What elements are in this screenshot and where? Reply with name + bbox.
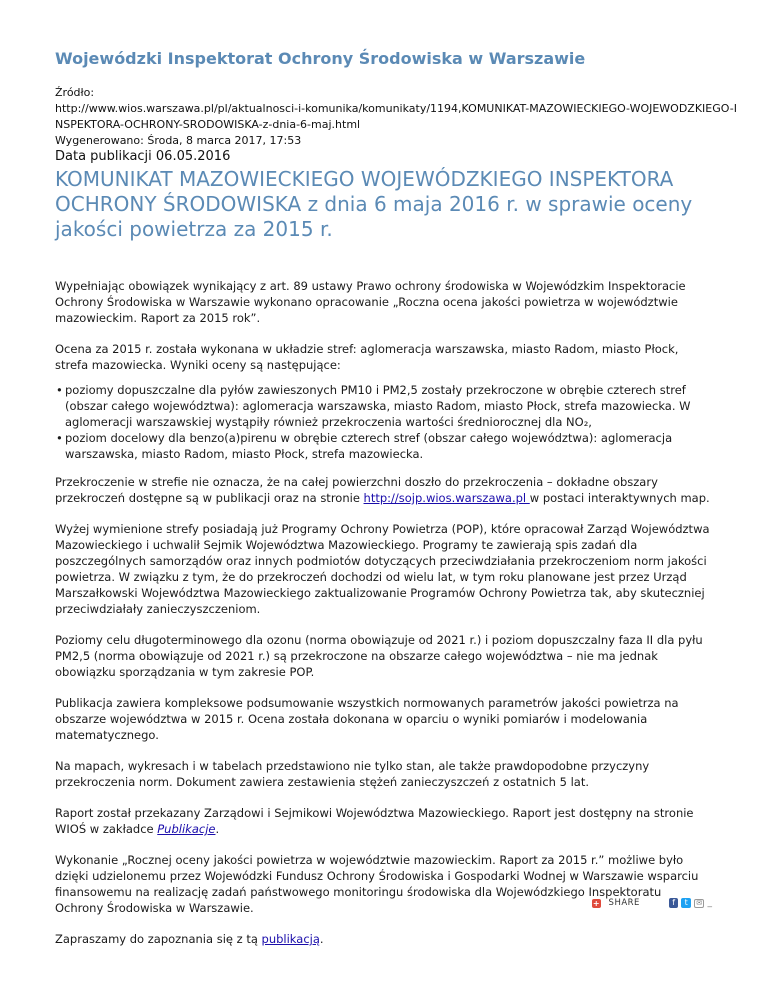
twitter-icon[interactable]: t: [681, 898, 691, 908]
publication-link[interactable]: publikacją: [261, 932, 320, 946]
publication-date: Data publikacji 06.05.2016: [55, 149, 231, 164]
source-meta: [55, 85, 737, 149]
paragraph-10-text-b: .: [319, 932, 324, 946]
results-list: [55, 382, 713, 462]
facebook-icon[interactable]: f: [669, 898, 679, 908]
paragraph-3-text-b: w postaci interaktywnych map.: [529, 491, 710, 505]
paragraph-8: [55, 805, 713, 837]
page-title: KOMUNIKAT MAZOWIECKIEGO WOJEWÓDZKIEGO INSPEKTORA OCHRONY ŚRODOWISKA z dnia 6 maja 2016 r. w sprawie oceny jakości powietrza za 2015 r.: [55, 167, 693, 241]
mail-icon[interactable]: ✉: [694, 899, 705, 908]
paragraph-4: Wyżej wymienione strefy posiadają już Programy Ochrony Powietrza (POP), które opracował Zarząd Województwa Mazowieckiego i uchwalił Sejmik Województwa Mazowieckiego. Programy te zawierają spis zadań dla poszczególnych samorządów oraz innych podmiotów dotyczących przeciwdziałania przekroczeniom norm jakości powietrza. W związku z tym, że do przekroczeń dochodzi od wielu lat, w tym roku planowane jest przez Urząd Marszałkowski Województwa Mazowieckiego zaktualizowanie Programów Ochrony Powietrza tak, aby skuteczniej przeciwdziałały zanieczyszczeniom.: [55, 522, 710, 616]
share-plus-icon[interactable]: +: [592, 898, 600, 908]
paragraph-6: Publikacja zawiera kompleksowe podsumowanie wszystkich normowanych parametrów jakości powietrza na obszarze województwa w 2015 r. Ocena została dokonana w oparciu o wyniki pomiarów i modelowania matematycznego.: [55, 696, 679, 742]
article-body: [55, 278, 713, 947]
more-share-icon[interactable]: _: [707, 898, 712, 908]
site-title: Wojewódzki Inspektorat Ochrony Środowiska w Warszawie: [55, 49, 586, 68]
paragraph-3-text-a: Przekroczenie w strefie nie oznacza, że na całej powierzchni doszło do przekroczenia – dokładne obszary przekroczeń dostępne są w publikacji oraz na stronie: [55, 475, 658, 505]
share-button[interactable]: SHARE: [608, 898, 640, 908]
paragraph-8-text-a: Raport został przekazany Zarządowi i Sejmikowi Województwa Mazowieckiego. Raport jest dostępny na stronie WIOŚ w zakładce: [55, 806, 694, 836]
list-item: [56, 382, 713, 430]
paragraph-1: Wypełniając obowiązek wynikający z art. 89 ustawy Prawo ochrony środowiska w Wojewódzkim Inspektoracie Ochrony Środowiska w Warszawie wykonano opracowanie „Roczna ocena jakości powietrza w województwie mazowieckim. Raport za 2015 rok”.: [55, 279, 686, 325]
bullet-icon: •: [56, 383, 63, 397]
source-url-line1: http://www.wios.warszawa.pl/pl/aktualnosci-i-komunika/komunikaty/1194,KOMUNIKAT-MAZOWIECKIEGO-WOJEWODZKIEGO-I: [55, 102, 737, 115]
list-item-text: poziom docelowy dla benzo(a)pirenu w obrębie czterech stref (obszar całego województwa): aglomeracja warszawska, miasto Radom, miasto Płock, strefa mazowiecka.: [65, 431, 673, 461]
paragraph-8-text-b: .: [215, 822, 220, 836]
paragraph-5: Poziomy celu długoterminowego dla ozonu (norma obowiązuje od 2021 r.) i poziom dopuszczalny faza II dla pyłu PM2,5 (norma obowiązuje od 2021 r.) są przekroczone na obszarze całego województwa – nie ma jednak obowiązku sporządzania w tym zakresie POP.: [55, 633, 703, 679]
paragraph-2: Ocena za 2015 r. została wykonana w układzie stref: aglomeracja warszawska, miasto Radom, miasto Płock, strefa mazowiecka. Wyniki oceny są następujące:: [55, 342, 679, 372]
list-item: [56, 430, 713, 462]
source-label: Źródło:: [55, 86, 95, 99]
paragraph-10: [55, 931, 713, 947]
share-widget[interactable]: [592, 896, 712, 910]
generated-date: Wygenerowano: Środa, 8 marca 2017, 17:53: [55, 134, 302, 147]
paragraph-3: [55, 474, 713, 506]
publikacje-link[interactable]: Publikacje: [157, 822, 216, 836]
paragraph-10-text-a: Zapraszamy do zapoznania się z tą: [55, 932, 262, 946]
sojp-link[interactable]: http://sojp.wios.warszawa.pl: [363, 491, 530, 505]
paragraph-7: Na mapach, wykresach i w tabelach przedstawiono nie tylko stan, ale także prawdopodobne przyczyny przekroczenia norm. Dokument zawiera zestawienia stężeń zanieczyszczeń z ostatnich 5 lat.: [55, 759, 650, 789]
paragraph-9: Wykonanie „Rocznej oceny jakości powietrza w województwie mazowieckim. Raport za 2015 r.” możliwe było dzięki udzielonemu przez Wojewódzki Fundusz Ochrony Środowiska i Gospodarki Wodnej w Warszawie wsparciu finansowemu na realizację zadań państwowego monitoringu środowiska dla Wojewódzkiego Inspektoratu Ochrony Środowiska w Warszawie.: [55, 853, 699, 915]
bullet-icon: •: [56, 431, 63, 445]
list-item-text: poziomy dopuszczalne dla pyłów zawieszonych PM10 i PM2,5 zostały przekroczone w obrębie czterech stref (obszar całego województwa): aglomeracja warszawska, miasto Radom, miasto Płock, strefa mazowiecka. W aglomeracji warszawskiej wystąpiły również przekroczenia wartości średniorocznej dla NO₂,: [65, 383, 691, 429]
source-url-line2: NSPEKTORA-OCHRONY-SRODOWISKA-z-dnia-6-maj.html: [55, 118, 361, 131]
